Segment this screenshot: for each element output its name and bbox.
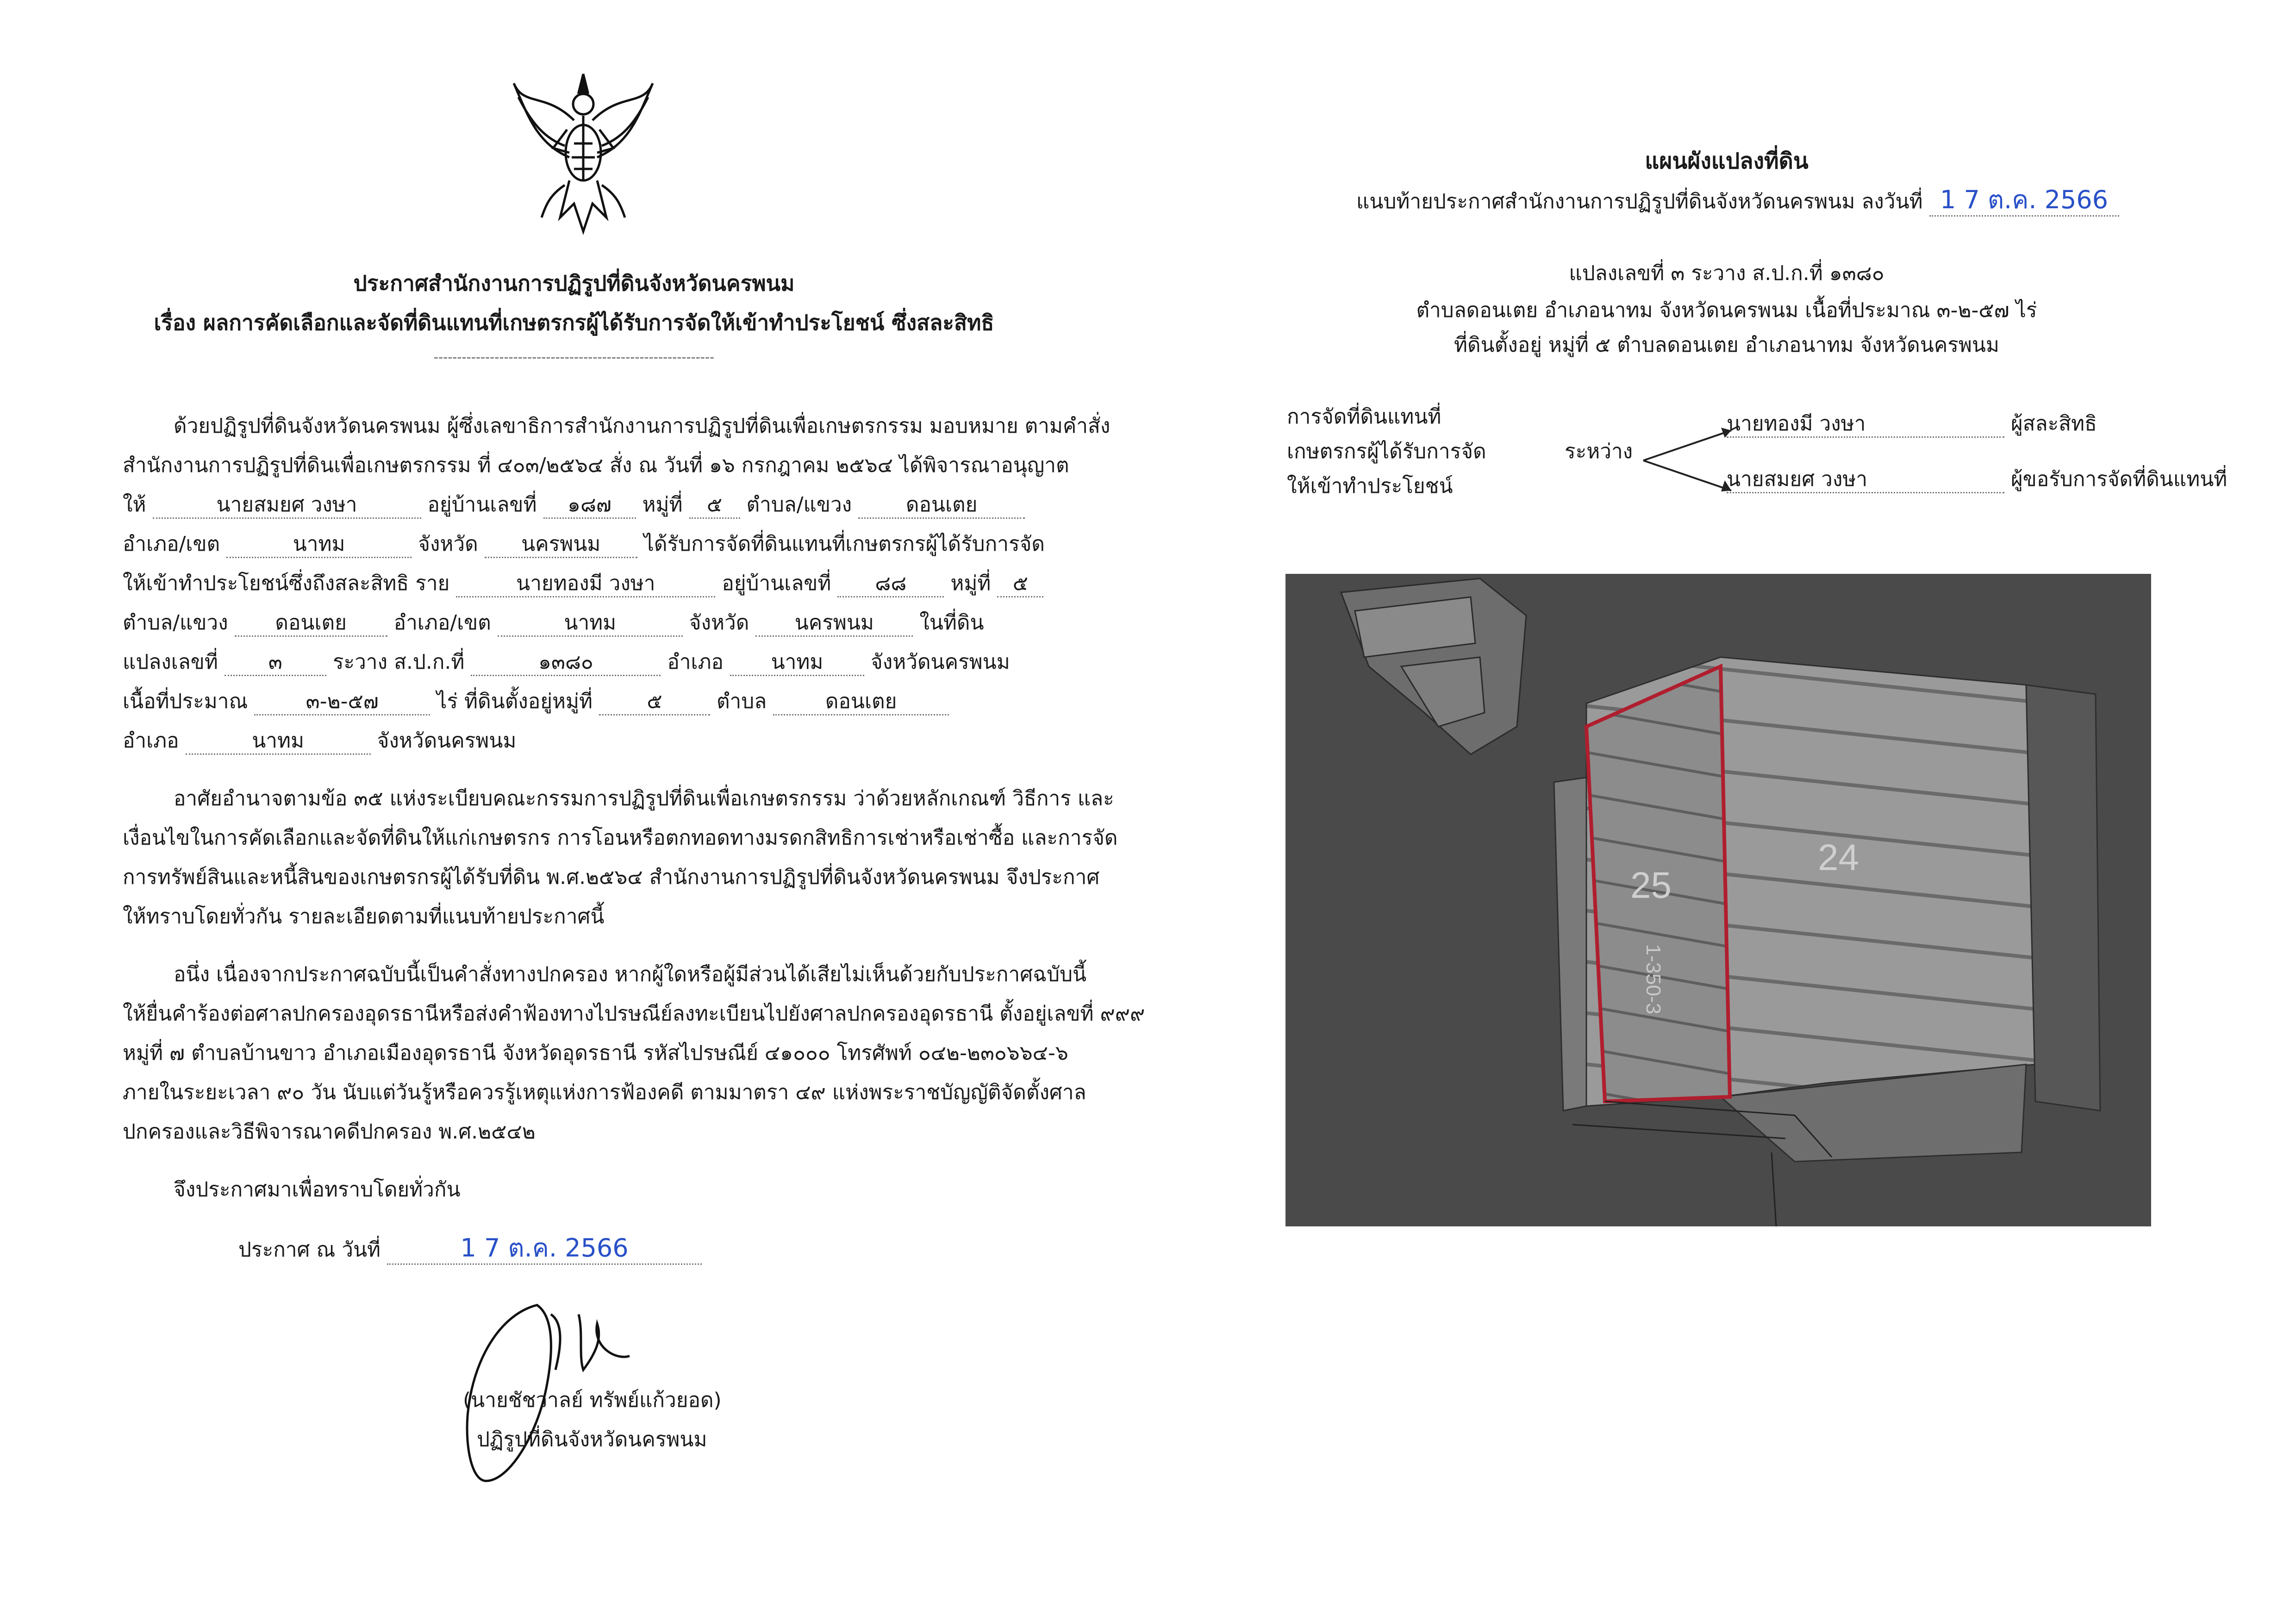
map-situated-line: ที่ดินตั้งอยู่ หมู่ที่ ๕ ตำบลดอนเตย อำเภอนาทม จังหวัดนครพนม (1454, 333, 1999, 357)
amphoe2-value: นาทม (186, 729, 371, 755)
amphoe-label: อำเภอ (667, 650, 724, 674)
subdistrict2-value: ดอนเตย (235, 611, 387, 637)
area-label: เนื้อที่ประมาณ (123, 690, 248, 713)
waiver-row (1727, 412, 2097, 438)
authority-line: การทรัพย์สินและหนี้สินของเกษตรกรผู้ได้รับที่ดิน พ.ศ.๒๕๖๔ สำนักงานการปฏิรูปที่ดินจังหวัดนครพนม จึงประกาศ (123, 865, 1100, 889)
form-row-2 (123, 532, 1045, 558)
authority-line: ให้ทราบโดยทั่วกัน รายละเอียดตามที่แนบท้ายประกาศนี้ (123, 905, 605, 928)
paragraph-intro-line2: สำนักงานการปฏิรูปที่ดินเพื่อเกษตรกรรม ที่ ๔๐๓/๒๕๖๔ สั่ง ณ วันที่ ๑๖ กรกฎาคม ๒๕๖๔ ได้พิจารณาอนุญาต (123, 454, 1069, 477)
province3-text: จังหวัดนครพนม (870, 650, 1010, 674)
closing-text: จึงประกาศมาเพื่อทราบโดยทั่วกัน (174, 1178, 461, 1201)
granted-text: ได้รับการจัดที่ดินแทนที่เกษตรกรผู้ได้รับการจัด (643, 532, 1045, 556)
to-value: นายสมยศ วงษา (153, 493, 421, 519)
form-row-5 (123, 650, 1039, 676)
map-subtitle-prefix: แนบท้ายประกาศสำนักงานการปฏิรูปที่ดินจังหวัดนครพนม ลงวันที่ (1356, 190, 1923, 213)
waiver-name: นายทองมี วงษา (1727, 412, 2004, 438)
located-label: ที่ดินตั้งอยู่หมู่ที่ (464, 690, 593, 713)
district-label: อำเภอ/เขต (123, 532, 220, 556)
district-value: นาทม (226, 532, 412, 558)
province-value: นครพนม (485, 532, 637, 558)
form-row-3 (123, 572, 1039, 597)
appeal-line: อนึ่ง เนื่องจากประกาศฉบับนี้เป็นคำสั่งทางปกครอง หากผู้ใดหรือผู้มีส่วนได้เสียไม่เห็นด้วยกับประกาศฉบับนี้ (174, 963, 1087, 986)
authority-line: เงื่อนไขในการคัดเลือกและจัดที่ดินให้แก่เกษตรกร การโอนหรือตกทอดทางมรดกสิทธิการเช่าหรือเช่าซื้อ และการจัด (123, 826, 1118, 850)
map-subtitle-date: 1 7 ต.ค. 2566 (1929, 185, 2119, 217)
located-moo-value: ๕ (599, 690, 710, 715)
announced-date: 1 7 ต.ค. 2566 (387, 1233, 702, 1265)
map-title: แผนผังแปลงที่ดิน (1645, 148, 1809, 174)
signer-name: (นายชัชวาลย์ ทรัพย์แก้วยอด) (463, 1388, 722, 1412)
land-in-label: ในที่ดิน (919, 611, 984, 634)
signer-title: ปฏิรูปที่ดินจังหวัดนครพนม (477, 1428, 707, 1451)
waiver-label: ให้เข้าทำประโยชน์ซึ่งถึงสละสิทธิ ราย (123, 572, 450, 595)
subdistrict-value: ดอนเตย (858, 493, 1025, 519)
province-label: จังหวัด (418, 532, 478, 556)
waiver-value: นายทองมี วงษา (456, 572, 715, 597)
paragraph-authority (123, 787, 1117, 944)
appeal-line: หมู่ที่ ๗ ตำบลบ้านขาว อำเภอเมืองอุดรธานี จังหวัดอุดรธานี รหัสไปรษณีย์ ๔๑๐๐๐ โทรศัพท์ ๐๔๒-๒๓๐๖๖๔-๖ (123, 1041, 1068, 1065)
aerial-parcel-map (1285, 574, 2151, 1226)
to-label: ให้ (123, 493, 146, 516)
recipient-role: ผู้ขอรับการจัดที่ดินแทนที่ (2011, 467, 2227, 491)
moo2-value: ๕ (997, 572, 1043, 597)
announcement-title: ประกาศสำนักงานการปฏิรูปที่ดินจังหวัดนครพนม (353, 271, 795, 296)
form-row-4 (123, 611, 1039, 637)
parcel-label: แปลงเลขที่ (123, 650, 218, 674)
map-neighbor-label: 24 (1818, 837, 1859, 878)
recipient-name: นายสมยศ วงษา (1727, 467, 2004, 493)
moo-value: ๕ (689, 493, 740, 519)
waiver-role: ผู้สละสิทธิ (2011, 412, 2097, 435)
announced-date-row (238, 1233, 702, 1265)
district2-value: นาทม (498, 611, 683, 637)
appeal-line: ภายในระยะเวลา ๙๐ วัน นับแต่วันรู้หรือควรรู้เหตุแห่งการฟ้องคดี ตามมาตรา ๔๙ แห่งพระราชบัญญัติจัดตั้งศาล (123, 1081, 1086, 1104)
province4-text: จังหวัดนครพนม (377, 729, 517, 752)
appeal-line: ให้ยื่นคำร้องต่อศาลปกครองอุดรธานีหรือส่งคำฟ้องทางไปรษณีย์ลงทะเบียนไปยังศาลปกครองอุดรธานี ตั้งอยู่เลขที่ ๙๙๙ (123, 1002, 1145, 1026)
right-page (1148, 0, 2296, 1623)
area-value: ๓-๒-๕๗ (254, 690, 430, 715)
tambon-value: ดอนเตย (773, 690, 949, 715)
tambon-label: ตำบล (716, 690, 767, 713)
alloc-line-2: เกษตรกรผู้ได้รับการจัด (1287, 440, 1486, 463)
paragraph-appeal (123, 963, 1145, 1159)
amphoe-value: นาทม (730, 650, 864, 676)
map-parcel-line: แปลงเลขที่ ๓ ระวาง ส.ป.ก.ที่ ๑๓๘๐ (1569, 261, 1884, 285)
house-no-value: ๑๘๗ (543, 493, 636, 519)
map-subtitle (1356, 185, 2119, 217)
announcement-subject: เรื่อง ผลการคัดเลือกและจัดที่ดินแทนที่เกษตรกรผู้ได้รับการจัดให้เข้าทำประโยชน์ ซึ่งสละสิทธิ (154, 310, 994, 335)
rai-label: ไร่ (437, 690, 458, 713)
rawang-label: ระวาง ส.ป.ก.ที่ (332, 650, 465, 674)
paragraph-intro-line1: ด้วยปฏิรูปที่ดินจังหวัดนครพนม ผู้ซึ่งเลขาธิการสำนักงานการปฏิรูปที่ดินเพื่อเกษตรกรรม มอบหมาย ตามคำสั่ง (174, 414, 1111, 438)
alloc-line-1: การจัดที่ดินแทนที่ (1287, 405, 1441, 429)
subdistrict-label: ตำบล/แขวง (746, 493, 852, 516)
moo-label: หมู่ที่ (642, 493, 683, 516)
announced-label: ประกาศ ณ วันที่ (238, 1238, 381, 1262)
recipient-row (1727, 467, 2227, 493)
map-area-note: 1-350-3 (1642, 944, 1665, 1014)
province2-value: นครพนม (755, 611, 913, 637)
moo2-label: หมู่ที่ (950, 572, 991, 595)
amphoe2-label: อำเภอ (123, 729, 179, 752)
authority-line: อาศัยอำนาจตามข้อ ๓๕ แห่งระเบียบคณะกรรมการปฏิรูปที่ดินเพื่อเกษตรกรรม ว่าด้วยหลักเกณฑ์ วิธีการ และ (174, 787, 1114, 810)
appeal-line: ปกครองและวิธีพิจารณาคดีปกครอง พ.ศ.๒๕๔๒ (123, 1120, 536, 1144)
subdistrict2-label: ตำบล/แขวง (123, 611, 228, 634)
parcel-value: ๓ (225, 650, 326, 676)
district2-label: อำเภอ/เขต (393, 611, 491, 634)
form-row-7 (123, 729, 1039, 755)
map-parcel-label: 25 (1630, 864, 1672, 906)
house-no2-value: ๘๘ (837, 572, 944, 597)
rawang-value: ๑๓๘๐ (471, 650, 661, 676)
title-separator: ------------------------------------------------------------ (433, 349, 715, 365)
alloc-line-3: ให้เข้าทำประโยชน์ (1287, 474, 1453, 498)
form-row-1 (123, 493, 1039, 519)
form-row-6 (123, 690, 1039, 715)
house-no2-label: อยู่บ้านเลขที่ (722, 572, 831, 595)
garuda-emblem-icon (509, 65, 657, 241)
between-label: ระหว่าง (1565, 440, 1633, 463)
house-no-label: อยู่บ้านเลขที่ (427, 493, 537, 516)
province2-label: จังหวัด (689, 611, 749, 634)
map-location-line: ตำบลดอนเตย อำเภอนาทม จังหวัดนครพนม เนื้อที่ประมาณ ๓-๒-๕๗ ไร่ (1416, 298, 2037, 322)
